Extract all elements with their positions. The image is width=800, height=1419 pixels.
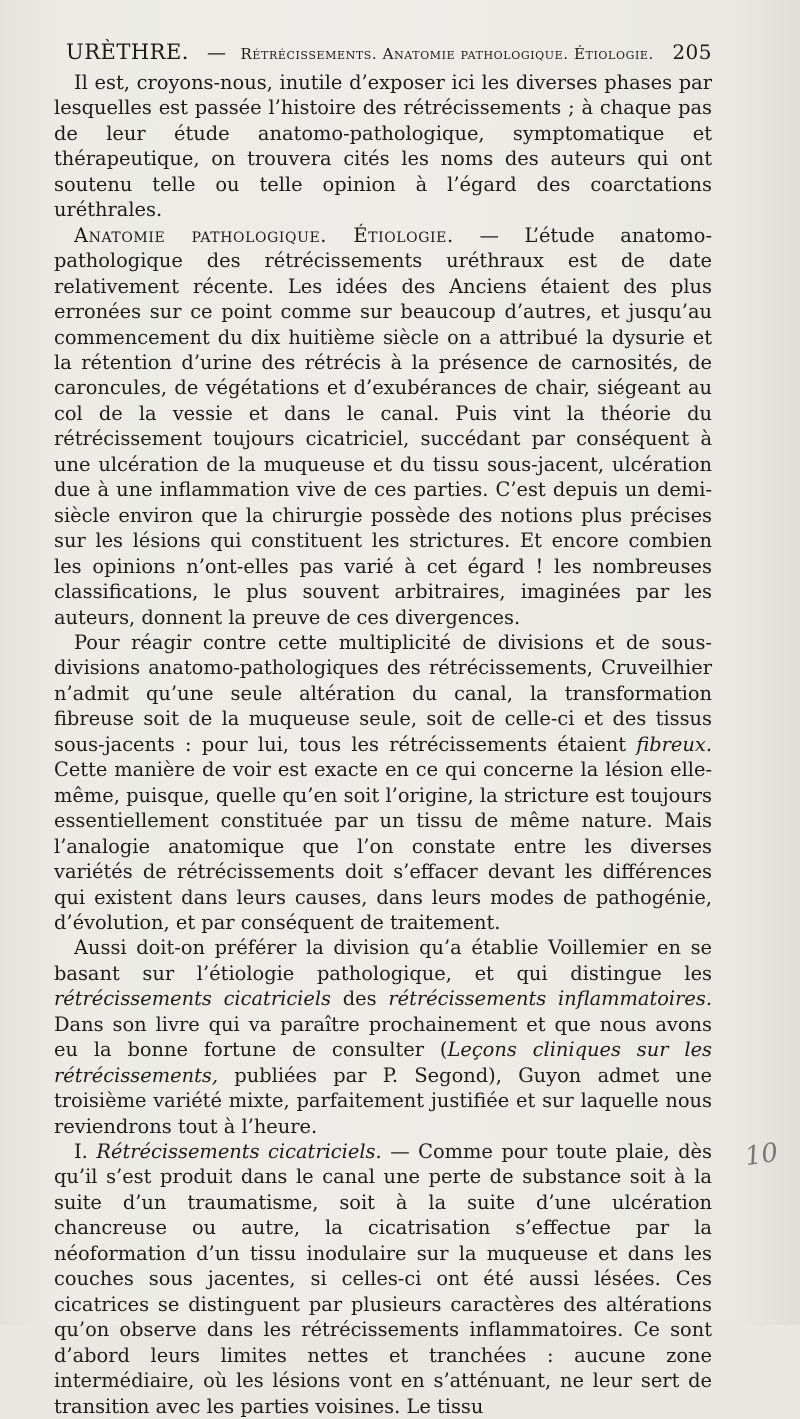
section-number: I.: [74, 1140, 97, 1164]
paragraph-voillemier-text-c: Dans son livre qui va paraître prochainement et que nous avons eu la bonne fortune de consulter (: [54, 1012, 712, 1062]
body-text: [54, 70, 712, 1419]
running-head-subtitle: Rétrécissements. Anatomie pathologique. Étiologie.: [240, 45, 654, 63]
paragraph-intro-text: Il est, croyons-nous, inutile d’exposer ici les diverses phases par lesquelles est passée l’histoire des rétrécissements ; à chaque pas de leur étude anatomo-pathologique, symptomatique et thérapeutique, on trouvera cités les noms des auteurs qui ont soutenu telle ou telle opinion à l’égard des coarctations uréthrales.: [54, 71, 712, 222]
emphasis-book-title: Leçons cliniques sur les rétrécissements,: [54, 1038, 713, 1087]
paragraph-anatomie: [54, 223, 712, 630]
paragraph-anatomie-text: — L’étude anatomo-pathologique des rétrécissements uréthraux est de date relativement récente. Les idées des Anciens étaient des plus erronées sur ce point comme sur beaucoup d’autres, et jusqu’au commencement du dix huitième siècle on a attribué la dysurie et la rétention d’urine des rétrécis à la présence de carnosités, de caroncules, de végétations et d’exubérances de chair, siégeant au col de la vessie et dans le canal. Puis vint la théorie du rétrécissement toujours cicatriciel, succédant par conséquent à une ulcération de la muqueuse et du tissu sous-jacent, ulcération due à une inflammation vive de ces parties. C’est depuis un demi-siècle environ que la chirurgie possède des notions plus précises sur les lésions qui constituent les strictures. Et encore combien les opinions n’ont-elles pas varié à cet égard ! les nombreuses classifications, le plus souvent arbitraires, imaginées par les auteurs, donnent la preuve de ces divergences.: [54, 223, 712, 629]
emphasis-fibreux: fibreux.: [636, 732, 712, 756]
paragraph-voillemier-text-d: publiées par P. Segond), Guyon admet une troisième variété mixte, parfaitement justifiée et sur laquelle nous reviendrons tout à l’heure.: [54, 1063, 712, 1138]
emphasis-cicatriciels: rétrécissements cicatriciels: [54, 987, 332, 1011]
section-heading-anatomie: Anatomie pathologique. Étiologie.: [74, 223, 454, 247]
handwritten-margin-note: 10: [743, 1137, 781, 1173]
running-head: [66, 40, 712, 70]
section-heading-cicatriciels: Rétrécissements cicatriciels.: [96, 1140, 382, 1164]
paragraph-cruveilhier-text-b: Cette manière de voir est exacte en ce qui concerne la lésion elle-même, puisque, quelle qu’en soit l’origine, la stricture est toujours essentiellement constituée par un tissu de même nature. Mais l’analogie anatomique que l’on constate entre les diverses variétés de rétrécissements doit s’effacer devant les différences qui existent dans leurs causes, dans leurs modes de pathogénie, d’évolution, et par conséquent de traitement.: [54, 758, 712, 934]
emphasis-inflammatoires: rétrécissements inflammatoires.: [388, 987, 712, 1011]
running-head-separator: —: [206, 42, 227, 64]
paragraph-cicatriciels-text: — Comme pour toute plaie, dès qu’il s’est produit dans le canal une perte de substance soit à la suite d’un traumatisme, soit à la suite d’une ulcération chancreuse ou autre, la cicatrisation s’effectue par la néoformation d’un tissu inodulaire sur la muqueuse et dans les couches sous jacentes, si celles-ci ont été aussi lésées. Ces cicatrices se distinguent par plusieurs caractères des altérations qu’on observe dans les rétrécissements inflammatoires. Ce sont d’abord leurs limites nettes et tranchées : aucune zone intermédiaire, où les lésions vont en s’atténuant, ne leur sert de transition avec les parties voisines. Le tissu: [54, 1140, 712, 1418]
paragraph-cicatriciels: [54, 1139, 712, 1419]
paragraph-voillemier-text-b: des: [331, 987, 389, 1011]
paragraph-voillemier-text-a: Aussi doit-on préférer la division qu’a établie Voillemier en se basant sur l’étiologie pathologique, et qui distingue les: [54, 936, 712, 985]
paragraph-cruveilhier: [54, 630, 712, 935]
page-number: 205: [672, 40, 712, 64]
paragraph-voillemier: [54, 935, 712, 1139]
paragraph-intro: [54, 70, 712, 223]
paragraph-cruveilhier-text-a: Pour réagir contre cette multiplicité de divisions et de sous-divisions anatomo-pathologiques des rétrécissements, Cruveilhier n’admit qu’une seule altération du canal, la transformation fibreuse soit de la muqueuse seule, soit de celle-ci et des tissus sous-jacents : pour lui, tous les rétrécissements étaient: [54, 630, 712, 756]
running-head-title: URÈTHRE.: [66, 40, 189, 64]
